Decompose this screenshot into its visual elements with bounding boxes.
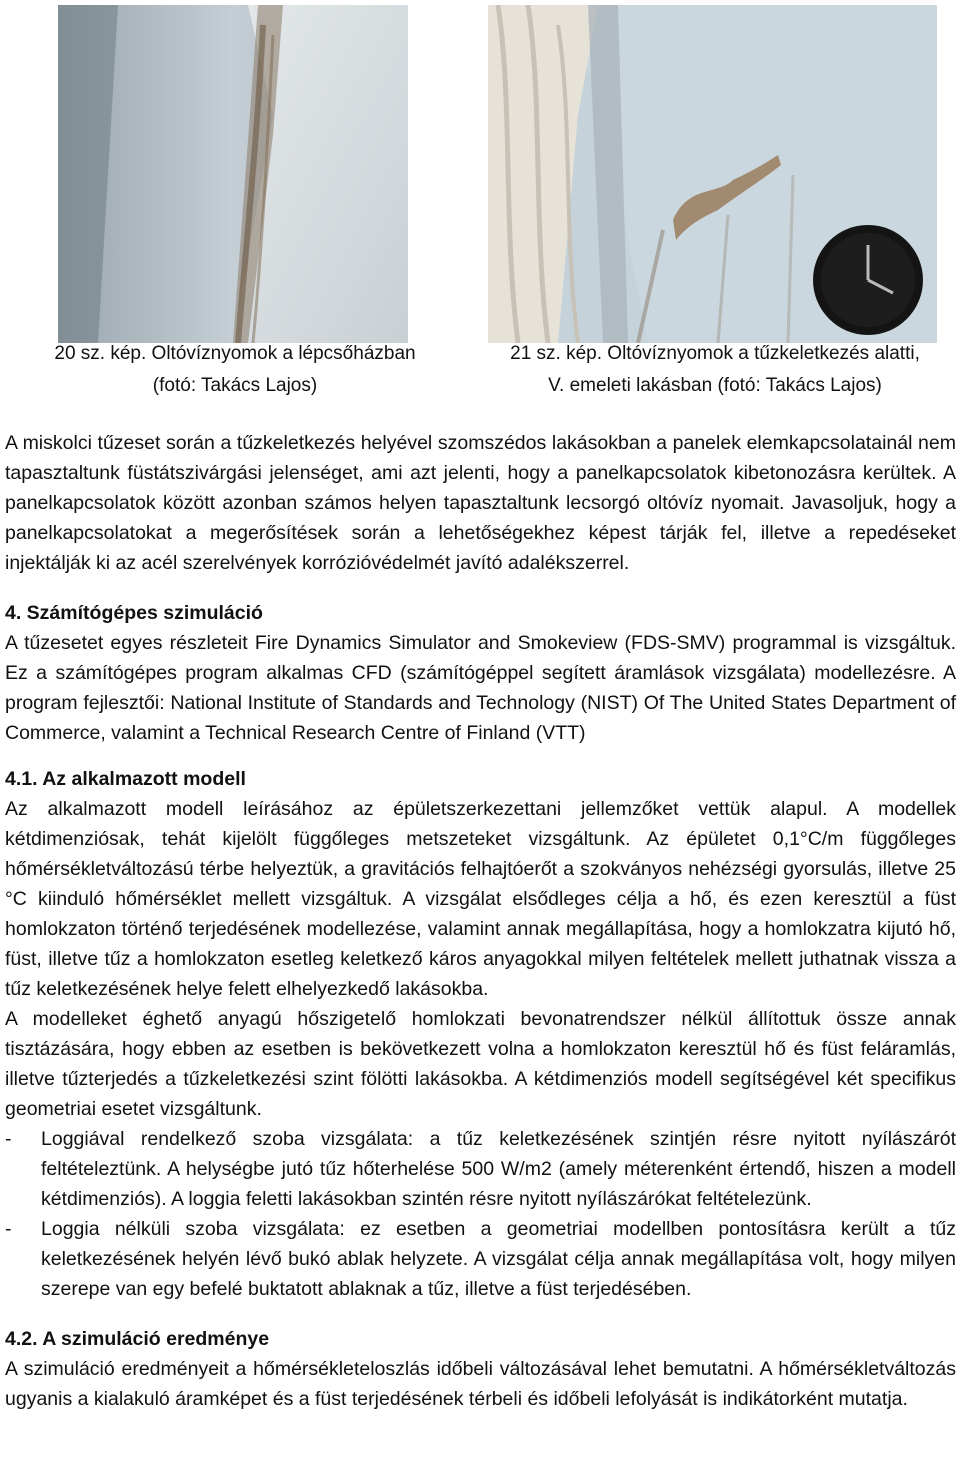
heading-computer-simulation: 4. Számítógépes szimuláció [5, 602, 263, 624]
paragraph-panel-joints: A miskolci tűzeset során a tűzkeletkezés helyével szomszédos lakásokban a panelek elemkapcsolatainál nem tapasztaltunk füstátszivárgási jelenséget, ami azt jelenti, hogy a panelkapcsolatok kibetonozásra kerültek. A panelkapcsolatok között azonban számos helyen tapasztaltunk lecsorgó oltóvíz nyomait. Javasoljuk, hogy a panelkapcsolatokat a megerősítések során a lehetőségekhez képest tárják fel, illetve a repedéseket injektálják ki az acél szerelvények korrózióvédelmét javító adalékszerrel. [5, 432, 956, 574]
photo-apartment-water-stains [488, 5, 937, 343]
caption-photo-21-line2: V. emeleti lakásban (fotó: Takács Lajos) [548, 375, 882, 396]
heading-applied-model: 4.1. Az alkalmazott modell [5, 768, 246, 790]
caption-photo-20 [0, 338, 470, 402]
paragraph-model-goals: A modelleket éghető anyagú hőszigetelő homlokzati bevonatrendszer nélkül állítottuk össze annak tisztázására, hogy ebben az esetben is bekövetkezett volna a homlokzaton keresztül hő és füst feláramlás, illetve tűzterjedés a tűzkeletkezési szint fölötti lakásokba. A kétdimenziós modell segítségével két specifikus geometriai esetet vizsgáltunk. [5, 1008, 956, 1120]
caption-photo-20-line1: 20 sz. kép. Oltóvíznyomok a lépcsőházban [54, 343, 416, 364]
list-item-no-loggia-room-text: Loggia nélküli szoba vizsgálata: ez esetben a geometriai modellben pontosításra került a tűz keletkezésének helyén lévő bukó ablak helyzete. A vizsgálat célja annak megállapítása volt, hogy milyen szerepe van egy befelé buktatott ablaknak a tűz, illetve a füst terjedésében. [41, 1218, 956, 1300]
paragraph-simulation-result: A szimuláció eredményeit a hőmérsékleteloszlás időbeli változásával lehet bemutatni. A hőmérsékletváltozás ugyanis a kialakuló áramképet és a füst terjedésének térbeli és időbeli lefolyását is indikátorként mutatja. [5, 1358, 956, 1410]
caption-photo-21 [470, 338, 960, 402]
list-item-no-loggia-room: - Loggia nélküli szoba vizsgálata: ez esetben a geometriai modellben pontosításra került a tűz keletkezésének helyén lévő bukó ablak helyzete. A vizsgálat célja annak megállapítása volt, hogy milyen szerepe van egy befelé buktatott ablaknak a tűz, illetve a füst terjedésében. [5, 1218, 956, 1300]
paragraph-model-description: Az alkalmazott modell leírásához az épületszerkezettani jellemzőket vettük alapul. A modellek kétdimenziósak, tehát kijelölt függőleges metszeteket vizsgáltunk. Az épületet 0,1°C/m függőleges hőmérsékletváltozású térbe helyeztük, a gravitációs felhajtóerőt a szokványos nehézségi gyorsulás, illetve 25 °C kiinduló hőmérséklet mellett vizsgáltuk. A vizsgálat elsődleges célja a hő, és ezen keresztül a füst homlokzaton történő terjedésének modellezése, valamint annak megállapítása, hogy a homlokzatra kijutó hő, füst, illetve tűz a homlokzaton esetleg keletkező káros anyagokkal milyen feltételek mellett juthatnak vissza a tűz keletkezésének helye felett elhelyezkedő lakásokba. [5, 798, 956, 1000]
caption-photo-20-line2: (fotó: Takács Lajos) [152, 375, 318, 396]
document-body [5, 428, 956, 1414]
list-item-loggia-room-text: Loggiával rendelkező szoba vizsgálata: a tűz keletkezésének szintjén résre nyitott nyílászárót feltételeztünk. A helységbe jutó tűz hőterhelése 500 W/m2 (amely méterenként értendő, hiszen a modell kétdimenziós). A loggia feletti lakásokban szintén résre nyitott nyílászárókat feltételezünk. [41, 1128, 956, 1210]
photo-stairwell-water-stains [58, 5, 408, 343]
caption-photo-21-line1: 21 sz. kép. Oltóvíznyomok a tűzkeletkezés alatti, [510, 343, 920, 364]
paragraph-fds-program: A tűzesetet egyes részleteit Fire Dynamics Simulator and Smokeview (FDS-SMV) programmal is vizsgáltuk. Ez a számítógépes program alkalmas CFD (számítógéppel segített áramlások vizsgálata) modellezésre. A program fejlesztői: National Institute of Standards and Technology (NIST) Of The United States Department of Commerce, valamint a Technical Research Centre of Finland (VTT) [5, 632, 956, 744]
heading-simulation-result: 4.2. A szimuláció eredménye [5, 1328, 270, 1350]
list-item-loggia-room: - Loggiával rendelkező szoba vizsgálata: a tűz keletkezésének szintjén résre nyitott nyílászárót feltételeztünk. A helységbe jutó tűz hőterhelése 500 W/m2 (amely méterenként értendő, hiszen a modell kétdimenziós). A loggia feletti lakásokban szintén résre nyitott nyílászárókat feltételezünk. [5, 1128, 956, 1210]
